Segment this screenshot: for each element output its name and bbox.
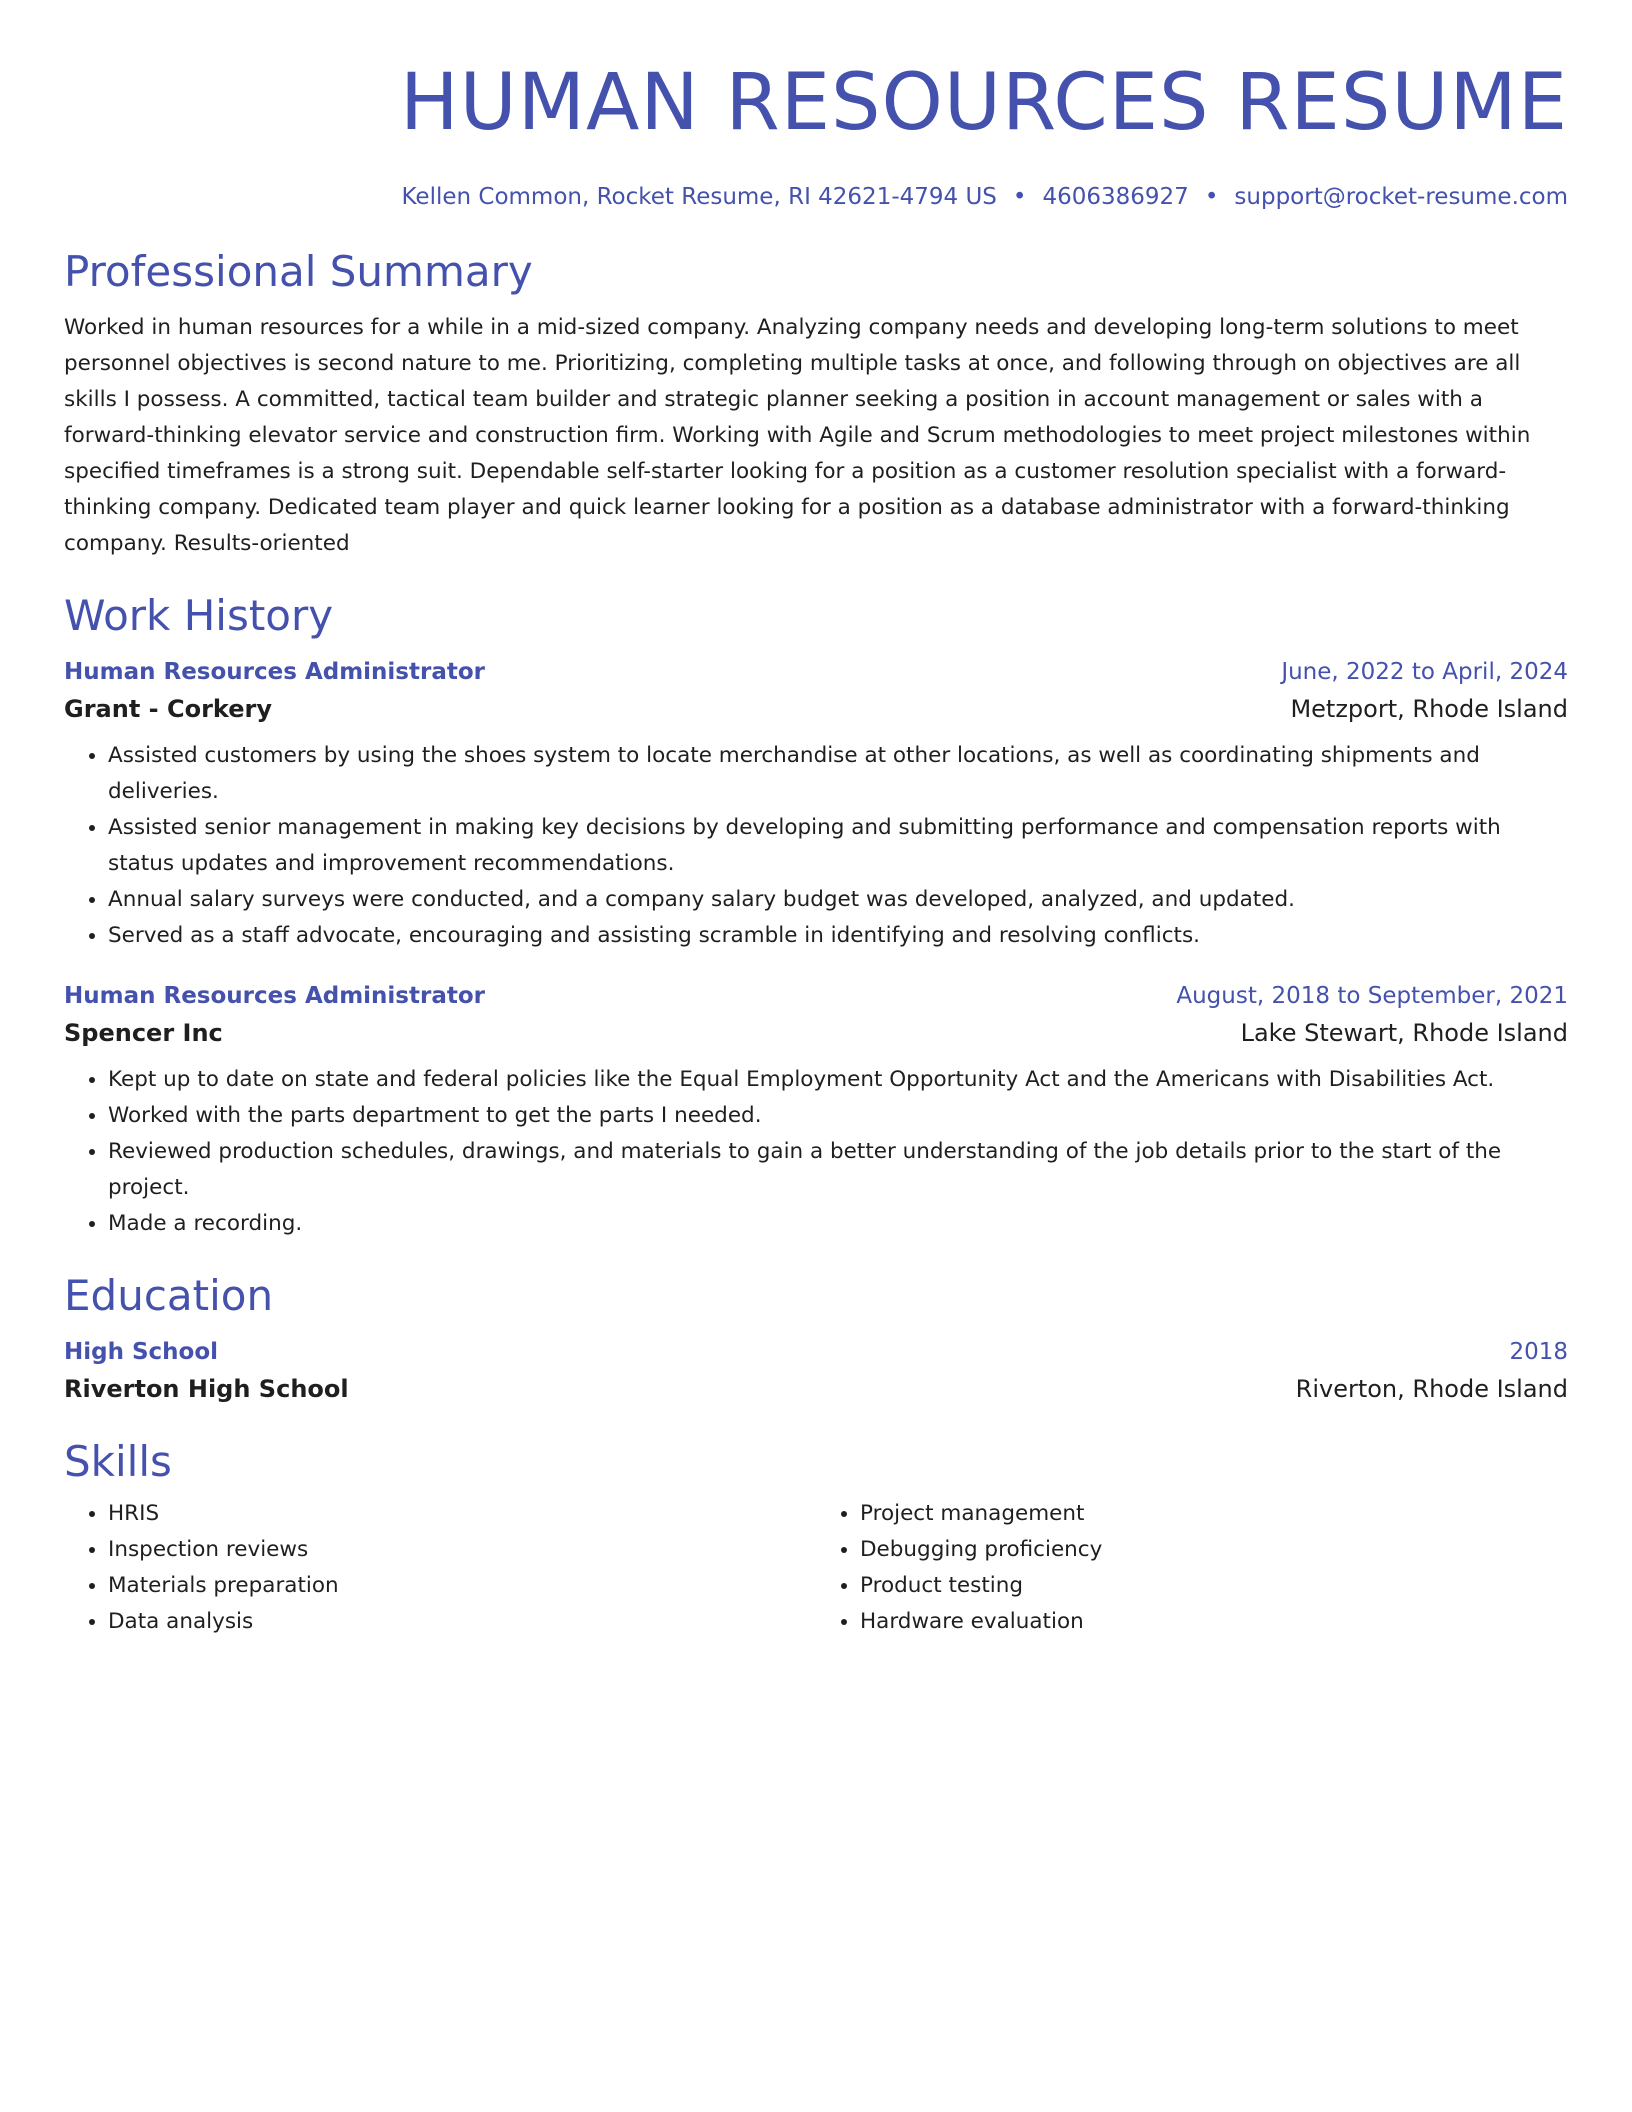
skills-section: [64, 1436, 1568, 1640]
job-entry: [64, 980, 1568, 1242]
job-company: Grant - Corkery: [64, 695, 272, 723]
education-school: Riverton High School: [64, 1375, 349, 1403]
contact-separator: •: [1204, 184, 1219, 210]
job-bullet: • Worked with the parts department to get the parts I needed.: [108, 1098, 1568, 1134]
job-location: Metzport, Rhode Island: [1290, 695, 1568, 723]
job-location: Lake Stewart, Rhode Island: [1240, 1019, 1568, 1047]
skill-item: • Hardware evaluation: [860, 1604, 1568, 1640]
contact-phone[interactable]: 4606386927: [1042, 184, 1189, 210]
contact-address: Kellen Common, Rocket Resume, RI 42621-4794 US: [401, 184, 997, 210]
summary-text: Worked in human resources for a while in a mid-sized company. Analyzing company needs and developing long-term solutions to meet personnel objectives is second nature to me. Prioritizing, completing multiple tasks at once, and following through on objectives are all skills I possess. A committed, tactical team builder and strategic planner seeking a position in account management or sales with a forward-thinking elevator service and construction firm. Working with Agile and Scrum methodologies to meet project milestones within specified timeframes is a strong suit. Dependable self-starter looking for a position as a customer resolution specialist with a forward-thinking company. Dedicated team player and quick learner looking for a position as a database administrator with a forward-thinking company. Results-oriented: [64, 315, 1531, 556]
skills-heading: Skills: [64, 1437, 172, 1486]
job-bullet: • Made a recording.: [108, 1206, 1568, 1242]
job-title: Human Resources Administrator: [64, 983, 485, 1009]
skills-column-left: [64, 1488, 816, 1640]
skills-column-right: [816, 1488, 1568, 1640]
skill-item: • Data analysis: [108, 1604, 816, 1640]
skill-item: • Materials preparation: [108, 1568, 816, 1604]
resume-title: HUMAN RESOURCES RESUME: [399, 58, 1568, 148]
contact-separator: •: [1012, 184, 1027, 210]
skill-item: • HRIS: [108, 1496, 816, 1532]
education-section: [64, 1270, 1568, 1406]
job-dates: August, 2018 to September, 2021: [1176, 983, 1568, 1009]
skill-item: • Inspection reviews: [108, 1532, 816, 1568]
summary-heading: Professional Summary: [64, 247, 533, 296]
job-bullet: • Assisted senior management in making key decisions by developing and submitting performance and compensation reports with status updates and improvement recommendations.: [108, 810, 1568, 882]
education-heading: Education: [64, 1271, 274, 1320]
skills-columns: [64, 1488, 1568, 1640]
education-location: Riverton, Rhode Island: [1295, 1375, 1568, 1403]
job-dates: June, 2022 to April, 2024: [1281, 659, 1568, 685]
work-history-heading: Work History: [64, 591, 334, 640]
job-bullet: • Reviewed production schedules, drawings, and materials to gain a better understanding of the job details prior to the start of the project.: [108, 1134, 1568, 1206]
skill-item: • Project management: [860, 1496, 1568, 1532]
contact-email[interactable]: support@rocket-resume.com: [1234, 184, 1568, 210]
work-history-section: [64, 590, 1568, 1242]
summary-section: [64, 246, 1568, 562]
job-bullets: [64, 738, 1568, 954]
job-title: Human Resources Administrator: [64, 659, 485, 685]
skill-item: • Product testing: [860, 1568, 1568, 1604]
education-degree: High School: [64, 1339, 219, 1365]
job-bullet: • Assisted customers by using the shoes system to locate merchandise at other locations, as well as coordinating shipments and deliveries.: [108, 738, 1568, 810]
job-company: Spencer Inc: [64, 1019, 223, 1047]
job-bullets: [64, 1062, 1568, 1242]
education-year: 2018: [1509, 1339, 1568, 1365]
job-bullet: • Annual salary surveys were conducted, and a company salary budget was developed, analyzed, and updated.: [108, 882, 1568, 918]
skill-item: • Debugging proficiency: [860, 1532, 1568, 1568]
job-bullet: • Kept up to date on state and federal policies like the Equal Employment Opportunity Act and the Americans with Disabilities Act.: [108, 1062, 1568, 1098]
job-bullet: • Served as a staff advocate, encouraging and assisting scramble in identifying and resolving conflicts.: [108, 918, 1568, 954]
job-entry: [64, 656, 1568, 954]
contact-line: [64, 182, 1568, 212]
